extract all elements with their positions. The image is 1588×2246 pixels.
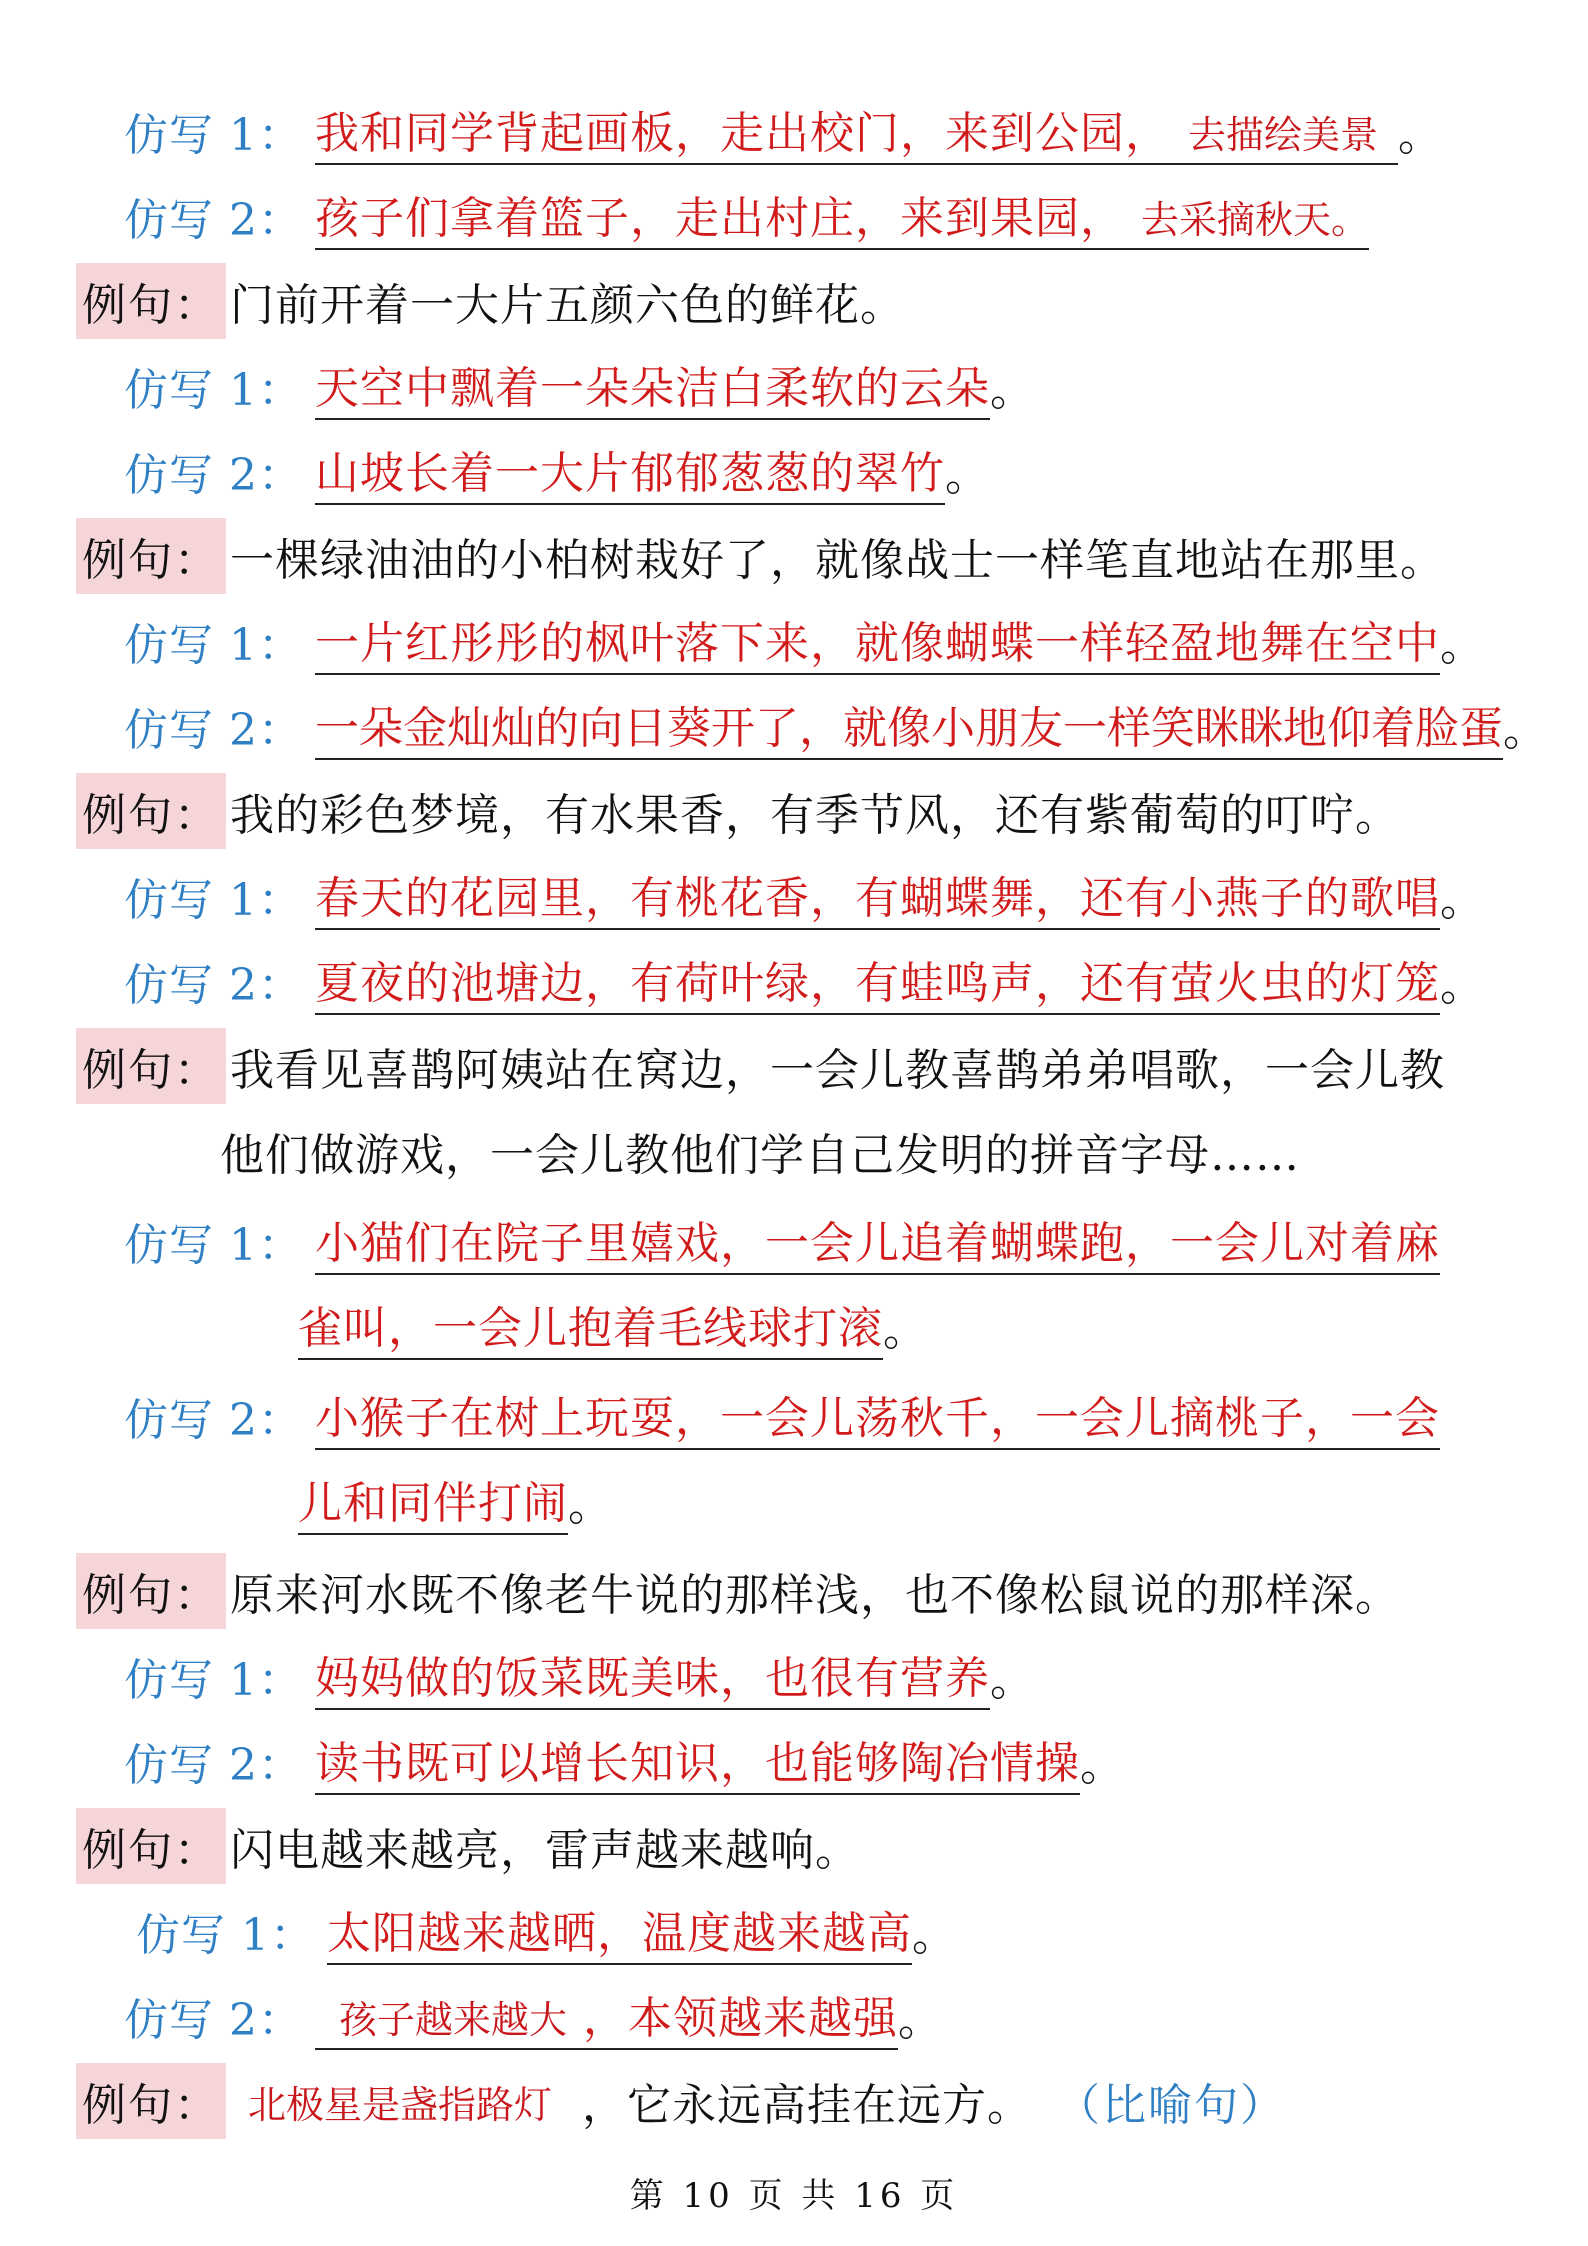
imitate-answer: 孩子们拿着篮子，走出村庄，来到果园， 去采摘秋天。: [315, 182, 1369, 250]
imitate-label: 仿写 1：: [124, 875, 303, 926]
sentence-end: 。: [1439, 875, 1484, 926]
sentence-end: 。: [911, 1910, 956, 1961]
imitate-label: 仿写 2：: [124, 705, 303, 756]
imitate-line-7-2: [124, 1981, 942, 2051]
example-sentence-6: [76, 1556, 1400, 1626]
sentence-end: 。: [1439, 960, 1484, 1011]
example-text: 我看见喜鹊阿姨站在窝边，一会儿教喜鹊弟弟唱歌，一会儿教: [230, 1045, 1445, 1096]
sentence-end: 。: [989, 1655, 1034, 1706]
imitate-line-1-1: [124, 96, 1442, 166]
handwritten-answer: 去采摘秋天。: [1140, 198, 1369, 242]
imitate-label: 仿写 2：: [124, 960, 303, 1011]
imitate-answer: 小猴子在树上玩耍，一会儿荡秋千，一会儿摘桃子，一会: [315, 1382, 1440, 1450]
imitate-label: 仿写 2：: [124, 195, 303, 246]
imitate-label: 仿写 1：: [124, 110, 303, 161]
sentence-end: 。: [898, 1995, 942, 2046]
imitate-label: 仿写 2：: [124, 1740, 303, 1791]
imitate-line-2-2: [124, 436, 989, 506]
imitate-label: 仿写 1：: [124, 1655, 303, 1706]
example-text: 一棵绿油油的小柏树栽好了，就像战士一样笔直地站在那里。: [230, 535, 1445, 586]
sentence-end: 。: [944, 450, 989, 501]
imitate-answer: 我和同学背起画板，走出校门，来到公园， 去描绘美景: [315, 97, 1398, 165]
imitate-answer: 天空中飘着一朵朵洁白柔软的云朵: [315, 352, 990, 420]
imitate-answer: 妈妈做的饭菜既美味，也很有营养: [315, 1642, 990, 1710]
example-label: 例句：: [76, 1553, 226, 1629]
example-text: 门前开着一大片五颜六色的鲜花。: [230, 280, 905, 331]
imitate-label: 仿写 2：: [124, 450, 303, 501]
imitate-line-3-1: [124, 606, 1484, 676]
imitate-answer: 雀叫，一会儿抱着毛线球打滚: [298, 1292, 883, 1360]
example-sentence-8: [76, 2066, 1286, 2136]
example-label: 例句：: [76, 518, 226, 594]
example-label: 例句：: [76, 773, 226, 849]
handwritten-answer: 孩子越来越大: [338, 1998, 567, 2042]
example-text: 闪电越来越亮，雷声越来越响。: [230, 1825, 860, 1876]
example-label: 例句：: [76, 1808, 226, 1884]
example-label: 例句：: [76, 2063, 226, 2139]
imitate-line-4-2: [124, 946, 1484, 1016]
imitate-label: 仿写 2：: [124, 1395, 303, 1446]
imitate-answer: 一片红彤彤的枫叶落下来，就像蝴蝶一样轻盈地舞在空中: [315, 607, 1440, 675]
example-text: 原来河水既不像老牛说的那样浅，也不像松鼠说的那样深。: [230, 1570, 1400, 1621]
example-sentence-5: [76, 1031, 1445, 1101]
imitate-answer: 小猫们在院子里嬉戏，一会儿追着蝴蝶跑，一会儿对着麻: [315, 1207, 1440, 1275]
imitate-answer: 读书既可以增长知识，也能够陶冶情操: [315, 1727, 1080, 1795]
imitate-line-1-2: [124, 181, 1369, 251]
example-text: ，它永远高挂在远方。: [582, 2080, 1033, 2131]
sentence-end: 。: [1398, 110, 1442, 161]
handwritten-answer: 北极星是盏指路灯: [248, 2082, 553, 2127]
imitate-answer: 孩子越来越大 ，本领越来越强: [315, 1982, 898, 2050]
imitate-line-5-2: [124, 1381, 1440, 1451]
imitate-label: 仿写 1：: [124, 365, 303, 416]
sentence-end: 。: [989, 365, 1034, 416]
example-label: 例句：: [76, 1028, 226, 1104]
imitate-line-6-1: [124, 1641, 1034, 1711]
example-text: 我的彩色梦境，有水果香，有季节风，还有紫葡萄的叮咛。: [230, 790, 1400, 841]
imitate-label: 仿写 1：: [136, 1910, 315, 1961]
example-sentence-2: [76, 266, 905, 336]
example-sentence-7: [76, 1811, 860, 1881]
sentence-end: 。: [883, 1305, 927, 1356]
imitate-line-5-1-cont: [298, 1291, 927, 1361]
imitate-line-3-2: [124, 691, 1547, 761]
imitate-label: 仿写 2：: [124, 1995, 303, 2046]
example-sentence-5-cont: [220, 1116, 1300, 1186]
imitate-line-7-1: [136, 1896, 956, 1966]
imitate-label: 仿写 1：: [124, 620, 303, 671]
handwritten-answer: 去描绘美景: [1187, 113, 1378, 157]
imitate-answer: 春天的花园里，有桃花香，有蝴蝶舞，还有小燕子的歌唱: [315, 862, 1440, 930]
sentence-end: 。: [568, 1480, 612, 1531]
imitate-answer: 一朵金灿灿的向日葵开了，就像小朋友一样笑眯眯地仰着脸蛋: [315, 692, 1503, 760]
sentence-end: 。: [1502, 705, 1547, 756]
imitate-answer: 山坡长着一大片郁郁葱葱的翠竹: [315, 437, 945, 505]
imitate-line-5-2-cont: [298, 1466, 612, 1536]
sentence-type-note: （比喻句）: [1056, 2080, 1287, 2131]
imitate-label: 仿写 1：: [124, 1220, 303, 1271]
example-sentence-4: [76, 776, 1400, 846]
example-sentence-3: [76, 521, 1445, 591]
sentence-end: 。: [1439, 620, 1484, 671]
imitate-answer: 夏夜的池塘边，有荷叶绿，有蛙鸣声，还有萤火虫的灯笼: [315, 947, 1440, 1015]
imitate-line-5-1: [124, 1206, 1440, 1276]
imitate-answer: 儿和同伴打闹: [298, 1467, 568, 1535]
page-footer: 第 10 页 共 16 页: [629, 2176, 959, 2216]
imitate-line-2-1: [124, 351, 1034, 421]
example-label: 例句：: [76, 263, 226, 339]
imitate-answer: 太阳越来越晒，温度越来越高: [327, 1897, 912, 1965]
imitate-line-6-2: [124, 1726, 1124, 1796]
example-text: 他们做游戏，一会儿教他们学自己发明的拼音字母……: [220, 1130, 1300, 1181]
sentence-end: 。: [1079, 1740, 1124, 1791]
imitate-line-4-1: [124, 861, 1484, 931]
